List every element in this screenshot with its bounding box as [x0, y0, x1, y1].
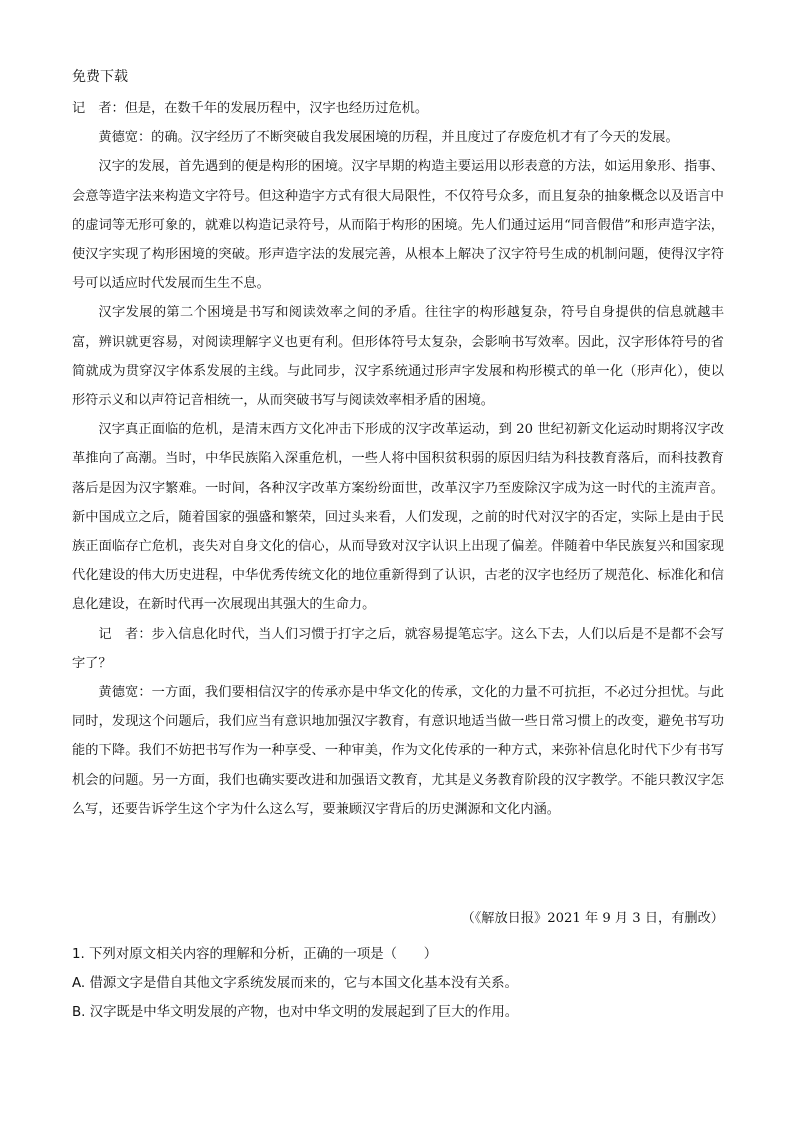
question-block: [72, 940, 724, 1027]
article-body: [72, 94, 724, 824]
article-paragraph: 汉字发展的第二个困境是书写和阅读效率之间的矛盾。往往字的构形越复杂，符号自身提供的信息就越丰富，辨识就更容易，对阅读理解字义也更有利。但形体符号太复杂，会影响书写效率。因此，汉字形体符号的省简就成为贯穿汉字体系发展的主线。与此同步，汉字系统通过形声字发展和构形模式的单一化（形声化），使以形符示义和以声符记音相统一，从而突破书写与阅读效率相矛盾的困境。: [72, 305, 724, 409]
article-source: （《解放日报》2021 年 9 月 3 日，有删改）: [461, 911, 724, 926]
article-paragraph: 记 者：但是，在数千年的发展历程中，汉字也经历过危机。: [72, 101, 429, 116]
article-paragraph: 黄德宽：一方面，我们要相信汉字的传承亦是中华文化的传承，文化的力量不可抗拒，不必过分担忧。与此同时，发现这个问题后，我们应当有意识地加强汉字教育，有意识地适当做一些日常习惯上的改变，避免书写功能的下降。我们不妨把书写作为一种享受、一种审美，作为文化传承的一种方式，来弥补信息化时代下少有书写机会的问题。另一方面，我们也确实要改进和加强语文教育，尤其是义务教育阶段的汉字教学。不能只教汉字怎么写，还要告诉学生这个字为什么这么写，要兼顾汉字背后的历史渊源和文化内涵。: [72, 685, 724, 817]
article-paragraph: 汉字的发展，首先遇到的便是构形的困境。汉字早期的构造主要运用以形表意的方法，如运用象形、指事、会意等造字法来构造文字符号。但这种造字方式有很大局限性，不仅符号众多，而且复杂的抽象概念以及语言中的虚词等无形可象的，就难以构造记录符号，从而陷于构形的困境。先人们通过运用“同音假借”和形声造字法，使汉字实现了构形困境的突破。形声造字法的发展完善，从根本上解决了汉字符号生成的机制问题，使得汉字符号可以适应时代发展而生生不息。: [72, 159, 724, 292]
question-stem: 1. 下列对原文相关内容的理解和分析，正确的一项是（ ）: [72, 947, 438, 962]
article-paragraph: 汉字真正面临的危机，是清末西方文化冲击下形成的汉字改革运动，到 20 世纪初新文化运动时期将汉字改革推向了高潮。当时，中华民族陷入深重危机，一些人将中国积贫积弱的原因归结为科技教育落后，而科技教育落后是因为汉字繁难。一时间，各种汉字改革方案纷纷面世，改革汉字乃至废除汉字成为这一时代的主流声音。新中国成立之后，随着国家的强盛和繁荣，回过头来看，人们发现，之前的时代对汉字的否定，实际上是由于民族正面临存亡危机，丧失对自身文化的信心，从而导致对汉字认识上出现了偏差。伴随着中华民族复兴和国家现代化建设的伟大历史进程，中华优秀传统文化的地位重新得到了认识，古老的汉字也经历了规范化、标准化和信息化建设，在新时代再一次展现出其强大的生命力。: [72, 422, 724, 613]
article-paragraph: 黄德宽：的确。汉字经历了不断突破自我发展困境的历程，并且度过了存废危机才有了今天的发展。: [98, 130, 679, 146]
question-option-b: B. 汉字既是中华文明发展的产物，也对中华文明的发展起到了巨大的作用。: [72, 1005, 519, 1020]
question-option-a: A. 借源文字是借自其他文字系统发展而来的，它与本国文化基本没有关系。: [72, 976, 518, 991]
page-header-label: 免费下载: [72, 69, 128, 85]
article-paragraph: 记 者：步入信息化时代，当人们习惯于打字之后，就容易提笔忘字。这么下去，人们以后是不是都不会写字了？: [72, 626, 724, 671]
